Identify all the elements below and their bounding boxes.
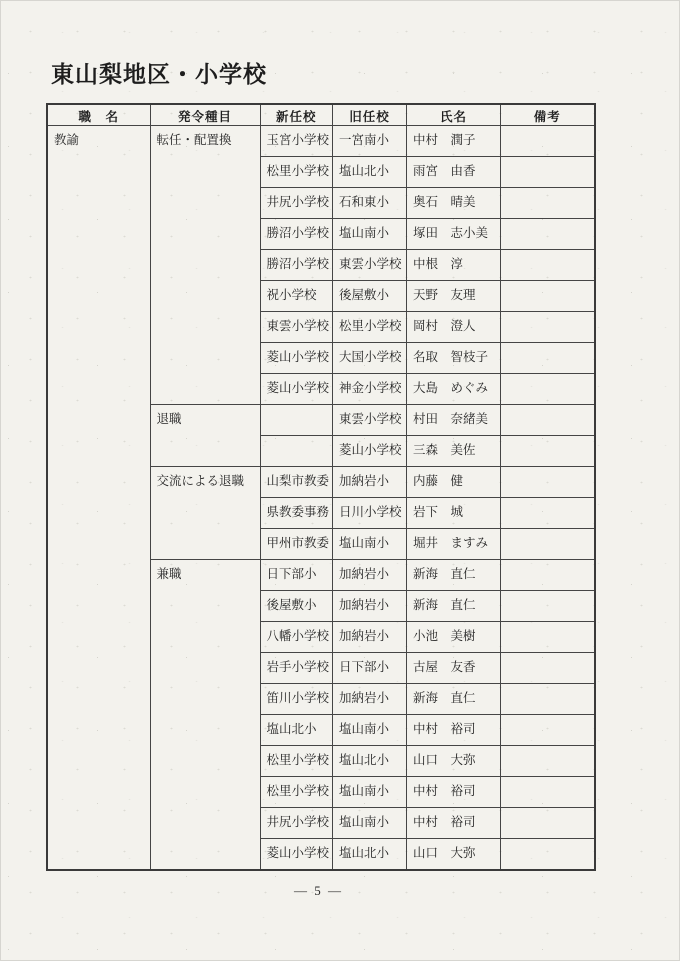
cell-new-school bbox=[260, 405, 333, 436]
cell-new-school: 祝小学校 bbox=[260, 281, 333, 312]
cell-remark bbox=[501, 684, 595, 715]
cell-name: 塚田 志小美 bbox=[407, 219, 501, 250]
cell-remark bbox=[501, 219, 595, 250]
cell-old-school: 石和東小 bbox=[333, 188, 407, 219]
cell-new-school: 日下部小 bbox=[260, 560, 333, 591]
cell-name: 山口 大弥 bbox=[407, 839, 501, 870]
cell-remark bbox=[501, 374, 595, 405]
cell-remark bbox=[501, 746, 595, 777]
cell-remark bbox=[501, 436, 595, 467]
cell-old-school: 神金小学校 bbox=[333, 374, 407, 405]
cell-remark bbox=[501, 312, 595, 343]
cell-new-school: 松里小学校 bbox=[260, 157, 333, 188]
personnel-table bbox=[46, 103, 596, 871]
table-row bbox=[47, 126, 595, 157]
cell-new-school: 山梨市教委 bbox=[260, 467, 333, 498]
page-title: 東山梨地区・小学校 bbox=[51, 62, 267, 87]
cell-group-label: 兼職 bbox=[150, 560, 260, 870]
cell-old-school: 日川小学校 bbox=[333, 498, 407, 529]
cell-old-school: 塩山北小 bbox=[333, 157, 407, 188]
cell-new-school: 塩山北小 bbox=[260, 715, 333, 746]
cell-name: 山口 大弥 bbox=[407, 746, 501, 777]
cell-remark bbox=[501, 808, 595, 839]
cell-name: 名取 智枝子 bbox=[407, 343, 501, 374]
cell-name: 天野 友理 bbox=[407, 281, 501, 312]
cell-name: 新海 直仁 bbox=[407, 560, 501, 591]
cell-new-school: 八幡小学校 bbox=[260, 622, 333, 653]
cell-new-school: 笛川小学校 bbox=[260, 684, 333, 715]
cell-remark bbox=[501, 157, 595, 188]
cell-remark bbox=[501, 653, 595, 684]
table-body bbox=[47, 126, 595, 870]
cell-old-school: 加納岩小 bbox=[333, 560, 407, 591]
cell-remark bbox=[501, 622, 595, 653]
page-number: — 5 — bbox=[294, 883, 343, 898]
cell-remark bbox=[501, 777, 595, 808]
cell-name: 村田 奈緒美 bbox=[407, 405, 501, 436]
cell-old-school: 加納岩小 bbox=[333, 591, 407, 622]
cell-remark bbox=[501, 467, 595, 498]
cell-old-school: 加納岩小 bbox=[333, 622, 407, 653]
cell-remark bbox=[501, 529, 595, 560]
cell-name: 大島 めぐみ bbox=[407, 374, 501, 405]
cell-new-school: 菱山小学校 bbox=[260, 839, 333, 870]
cell-new-school bbox=[260, 436, 333, 467]
cell-old-school: 日下部小 bbox=[333, 653, 407, 684]
cell-remark bbox=[501, 126, 595, 157]
column-header-remarks: 備考 bbox=[501, 104, 595, 126]
cell-old-school: 塩山南小 bbox=[333, 219, 407, 250]
cell-old-school: 塩山南小 bbox=[333, 808, 407, 839]
cell-new-school: 勝沼小学校 bbox=[260, 219, 333, 250]
cell-name: 新海 直仁 bbox=[407, 591, 501, 622]
cell-name: 内藤 健 bbox=[407, 467, 501, 498]
cell-old-school: 塩山南小 bbox=[333, 777, 407, 808]
cell-new-school: 岩手小学校 bbox=[260, 653, 333, 684]
cell-name: 岡村 澄人 bbox=[407, 312, 501, 343]
cell-name: 古屋 友香 bbox=[407, 653, 501, 684]
cell-name: 堀井 ますみ bbox=[407, 529, 501, 560]
cell-name: 中村 潤子 bbox=[407, 126, 501, 157]
cell-remark bbox=[501, 591, 595, 622]
cell-remark bbox=[501, 281, 595, 312]
cell-name: 新海 直仁 bbox=[407, 684, 501, 715]
cell-role: 教諭 bbox=[47, 126, 150, 870]
cell-remark bbox=[501, 839, 595, 870]
cell-old-school: 塩山北小 bbox=[333, 746, 407, 777]
cell-name: 奥石 晴美 bbox=[407, 188, 501, 219]
header-row bbox=[47, 104, 595, 126]
cell-name: 岩下 城 bbox=[407, 498, 501, 529]
column-header-role: 職 名 bbox=[47, 104, 150, 126]
cell-old-school: 加納岩小 bbox=[333, 467, 407, 498]
cell-new-school: 東雲小学校 bbox=[260, 312, 333, 343]
cell-name: 中村 裕司 bbox=[407, 808, 501, 839]
cell-group-label: 退職 bbox=[150, 405, 260, 467]
cell-remark bbox=[501, 250, 595, 281]
table-header bbox=[47, 104, 595, 126]
cell-new-school: 甲州市教委 bbox=[260, 529, 333, 560]
cell-old-school: 東雲小学校 bbox=[333, 405, 407, 436]
cell-name: 雨宮 由香 bbox=[407, 157, 501, 188]
cell-old-school: 一宮南小 bbox=[333, 126, 407, 157]
column-header-name: 氏名 bbox=[407, 104, 501, 126]
cell-new-school: 井尻小学校 bbox=[260, 188, 333, 219]
cell-old-school: 塩山北小 bbox=[333, 839, 407, 870]
column-header-order-type: 発令種目 bbox=[150, 104, 260, 126]
cell-new-school: 玉宮小学校 bbox=[260, 126, 333, 157]
cell-new-school: 菱山小学校 bbox=[260, 343, 333, 374]
cell-name: 小池 美樹 bbox=[407, 622, 501, 653]
cell-new-school: 松里小学校 bbox=[260, 746, 333, 777]
cell-old-school: 塩山南小 bbox=[333, 715, 407, 746]
cell-new-school: 菱山小学校 bbox=[260, 374, 333, 405]
column-header-old-school: 旧任校 bbox=[333, 104, 407, 126]
cell-new-school: 勝沼小学校 bbox=[260, 250, 333, 281]
cell-name: 中村 裕司 bbox=[407, 715, 501, 746]
cell-old-school: 大国小学校 bbox=[333, 343, 407, 374]
cell-remark bbox=[501, 405, 595, 436]
cell-old-school: 後屋敷小 bbox=[333, 281, 407, 312]
column-header-new-school: 新任校 bbox=[260, 104, 333, 126]
cell-old-school: 菱山小学校 bbox=[333, 436, 407, 467]
cell-name: 中村 裕司 bbox=[407, 777, 501, 808]
cell-group-label: 転任・配置換 bbox=[150, 126, 260, 405]
cell-new-school: 後屋敷小 bbox=[260, 591, 333, 622]
cell-old-school: 東雲小学校 bbox=[333, 250, 407, 281]
cell-name: 中根 淳 bbox=[407, 250, 501, 281]
cell-remark bbox=[501, 188, 595, 219]
cell-old-school: 加納岩小 bbox=[333, 684, 407, 715]
cell-group-label: 交流による退職 bbox=[150, 467, 260, 560]
cell-old-school: 塩山南小 bbox=[333, 529, 407, 560]
cell-remark bbox=[501, 498, 595, 529]
cell-remark bbox=[501, 715, 595, 746]
cell-new-school: 井尻小学校 bbox=[260, 808, 333, 839]
cell-new-school: 松里小学校 bbox=[260, 777, 333, 808]
cell-new-school: 県教委事務 bbox=[260, 498, 333, 529]
cell-remark bbox=[501, 343, 595, 374]
cell-old-school: 松里小学校 bbox=[333, 312, 407, 343]
cell-name: 三森 美佐 bbox=[407, 436, 501, 467]
cell-remark bbox=[501, 560, 595, 591]
